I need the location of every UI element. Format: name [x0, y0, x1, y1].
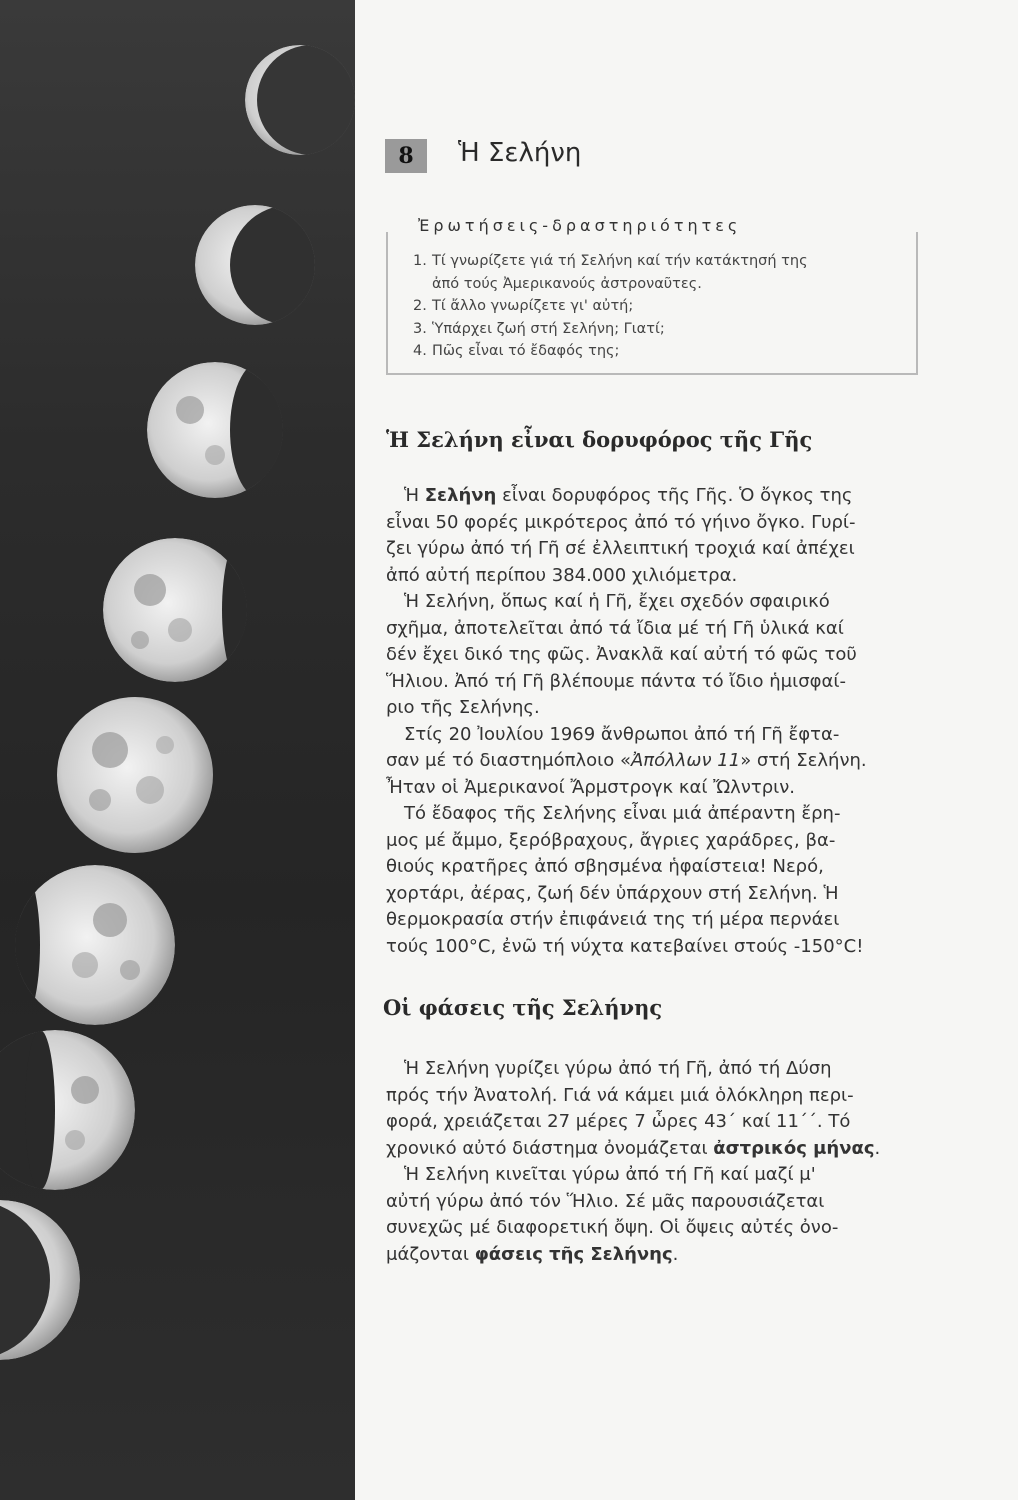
paragraph-line: σαν μέ τό διαστημόπλοιο «Ἀπόλλων 11» στή Σελήνη. — [386, 750, 867, 771]
paragraph-line: τούς 100°C, ἐνῶ τή νύχτα κατεβαίνει στούς -150°C! — [386, 935, 864, 957]
paragraph-line: Ἡ Σελήνη, ὅπως καί ἡ Γῆ, ἔχει σχεδόν σφαιρικό — [404, 591, 830, 612]
chapter-number: 8 — [385, 139, 427, 173]
paragraph-line: ριο τῆς Σελήνης. — [386, 697, 540, 718]
paragraph-line: ἀπό αὐτή περίπου 384.000 χιλιόμετρα. — [386, 564, 738, 586]
section1-body — [386, 483, 922, 960]
moon-phases-term: φάσεις τῆς Σελήνης — [474, 1243, 673, 1265]
paragraph-line: χρονικό αὐτό διάστημα ὀνομάζεται ἀστρικός μήνας. — [386, 1137, 881, 1159]
paragraph-line: αὐτή γύρω ἀπό τόν Ἥλιο. Σέ μᾶς παρουσιάζεται — [386, 1190, 825, 1212]
question-text-cont: ἀπό τούς Ἀμερικανούς ἀστροναῦτες. — [432, 275, 702, 292]
paragraph-line: Τό ἔδαφος τῆς Σελήνης εἶναι μιά ἀπέραντη ἔρη- — [404, 803, 841, 824]
paragraph-line: φορά, χρειάζεται 27 μέρες 7 ὧρες 43΄ καί 11΄΄. Τό — [386, 1111, 851, 1132]
question-text: Πῶς εἶναι τό ἔδαφός της; — [432, 343, 620, 359]
paragraph-line: Ἡ Σελήνη γυρίζει γύρω ἀπό τή Γῆ, ἀπό τή Δύση — [404, 1058, 832, 1079]
question-number: 2. — [413, 298, 427, 314]
questions-list — [413, 250, 923, 363]
moon-phase-1 — [245, 45, 355, 155]
paragraph-line: πρός τήν Ἀνατολή. Γιά νά κάμει μιά ὁλόκληρη περι- — [386, 1084, 854, 1106]
paragraph-line: Στίς 20 Ἰουλίου 1969 ἄνθρωποι ἀπό τή Γῆ ἔφτα- — [404, 723, 840, 745]
paragraph-line: θερμοκρασία στήν ἐπιφάνειά της τή μέρα περνάει — [386, 909, 840, 930]
question-number: 4. — [413, 343, 427, 359]
moon-phase-4 — [103, 535, 260, 685]
question-number: 3. — [413, 320, 427, 337]
question-text: Ὑπάρχει ζωή στή Σελήνη; Γιατί; — [432, 320, 665, 337]
moon-phase-8 — [0, 1200, 80, 1360]
moon-phase-6 — [0, 860, 175, 1030]
question-item — [413, 340, 923, 363]
paragraph-line: Ἡ Σελήνη εἶναι δορυφόρος τῆς Γῆς. Ὁ ὄγκος της — [404, 485, 853, 506]
paragraph-line: δέν ἔχει δικό της φῶς. Ἀνακλᾶ καί αὐτή τό φῶς τοῦ — [386, 644, 857, 665]
moon-phase-3 — [147, 360, 300, 500]
moon-phases-svg — [0, 0, 355, 1500]
question-item — [413, 250, 923, 295]
moon-phase-2 — [195, 205, 350, 325]
question-text: Τί ἄλλο γνωρίζετε γι' αὐτή; — [432, 298, 634, 314]
paragraph-line: χορτάρι, ἀέρας, ζωή δέν ὑπάρχουν στή Σελήνη. Ἡ — [386, 882, 839, 904]
paragraph-line: εἶναι 50 φορές μικρότερος ἀπό τό γήινο ὄγκο. Γυρί- — [386, 511, 856, 533]
paragraph-line: Ἥλιου. Ἀπό τή Γῆ βλέπουμε πάντα τό ἴδιο ἡμισφαί- — [386, 670, 846, 692]
spacecraft-name: Ἀπόλλων 11 — [630, 750, 741, 771]
section2-body — [386, 1056, 922, 1268]
paragraph-line: ζει γύρω ἀπό τή Γῆ σέ ἐλλειπτική τροχιά καί ἀπέχει — [386, 538, 855, 559]
moon-phase-7 — [0, 1025, 135, 1195]
question-item — [413, 295, 923, 318]
question-item — [413, 318, 923, 341]
section1-heading: Ἡ Σελήνη εἶναι δορυφόρος τῆς Γῆς — [386, 427, 813, 452]
moon-phases-photo — [0, 0, 355, 1500]
section2-heading: Οἱ φάσεις τῆς Σελήνης — [383, 995, 663, 1020]
moon-phase-5 — [57, 697, 213, 853]
question-number: 1. — [413, 253, 427, 269]
paragraph-line: Ἦταν οἱ Ἀμερικανοί Ἄρμστρογκ καί Ὤλντριν. — [386, 776, 796, 798]
paragraph-line: συνεχῶς μέ διαφορετική ὄψη. Οἱ ὄψεις αὐτές ὀνο- — [386, 1217, 839, 1238]
paragraph-line: σχῆμα, ἀποτελεῖται ἀπό τά ἴδια μέ τή Γῆ ὑλικά καί — [386, 617, 844, 639]
questions-title: Ἐρωτήσεις-δραστηριότητες — [412, 216, 747, 235]
paragraph-line: μάζονται φάσεις τῆς Σελήνης. — [386, 1243, 679, 1265]
paragraph-line: Ἡ Σελήνη κινεῖται γύρω ἀπό τή Γῆ καί μαζί μ' — [404, 1164, 816, 1185]
sidereal-month-term: ἀστρικός μήνας — [713, 1137, 875, 1159]
paragraph-line: μος μέ ἄμμο, ξερόβραχους, ἄγριες χαράδρες, βα- — [386, 829, 836, 851]
chapter-title: Ἡ Σελήνη — [458, 138, 582, 168]
paragraph-line: θιούς κρατῆρες ἀπό σβησμένα ἡφαίστεια! Νερό, — [386, 856, 824, 877]
question-text: Τί γνωρίζετε γιά τή Σελήνη καί τήν κατάκτησή της — [432, 253, 808, 269]
